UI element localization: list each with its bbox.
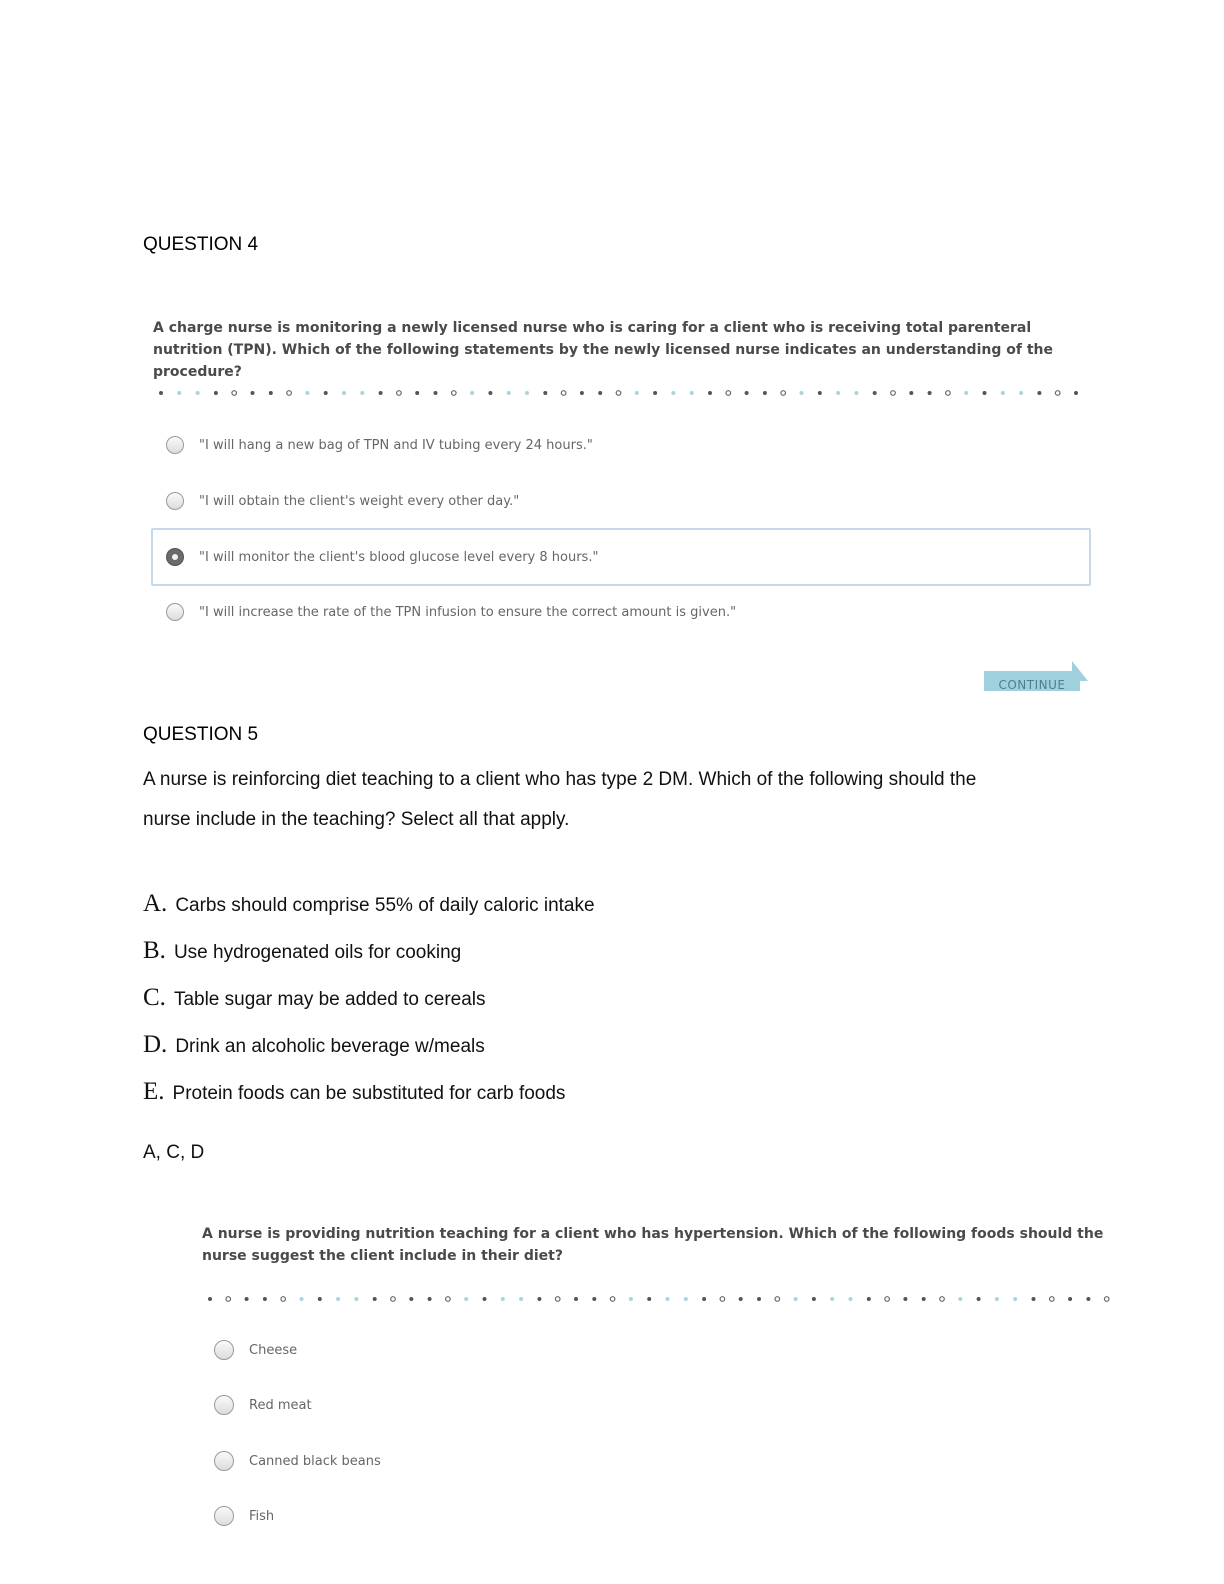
divider-dot <box>452 391 457 396</box>
divider-dot <box>1037 391 1041 395</box>
divider-dot <box>537 1297 541 1301</box>
divider-dot <box>873 391 877 395</box>
divider-dot <box>1055 391 1060 396</box>
divider-dot <box>519 1297 523 1301</box>
divider-dot <box>995 1297 999 1301</box>
option-1[interactable] <box>166 431 593 459</box>
option-2[interactable] <box>166 487 519 515</box>
choice-e <box>143 1078 565 1125</box>
divider-dot <box>525 391 529 395</box>
divider-dot <box>561 391 566 396</box>
divider-dot <box>666 1297 670 1301</box>
divider-dot <box>781 391 786 396</box>
radio-button[interactable] <box>214 1340 234 1360</box>
option-4[interactable] <box>166 598 736 626</box>
divider-dot <box>373 1297 377 1301</box>
divider-dot <box>800 391 804 395</box>
divider-dot <box>739 1297 743 1301</box>
question-4-heading: QUESTION 4 <box>143 234 259 255</box>
question-5-answer: A, C, D <box>143 1142 205 1163</box>
divider-dot <box>177 391 181 395</box>
divider-dot <box>196 391 200 395</box>
divider-dot <box>720 1297 725 1302</box>
divider-dot <box>726 391 731 396</box>
divider-dot <box>1104 1297 1109 1302</box>
choice-d <box>143 1031 485 1078</box>
option-cheese[interactable] <box>214 1336 297 1364</box>
divider-dot <box>391 1297 396 1302</box>
divider-dot <box>1001 391 1005 395</box>
divider-dot <box>208 1297 212 1301</box>
divider-dot <box>287 391 292 396</box>
divider-dot <box>977 1297 981 1301</box>
divider-dot <box>305 391 309 395</box>
divider-dot <box>354 1297 358 1301</box>
question-5-stem-line-1: A nurse is reinforcing diet teaching to a client who has type 2 DM. Which of the following should the <box>143 769 977 790</box>
divider-dot <box>507 391 511 395</box>
choice-a <box>143 890 595 937</box>
divider-dot <box>690 391 694 395</box>
divider-dot <box>616 391 621 396</box>
option-3[interactable] <box>166 543 598 571</box>
divider-dot <box>598 391 602 395</box>
divider-dot <box>336 1297 340 1301</box>
divider-dot <box>263 1297 267 1301</box>
divider-dot <box>324 391 328 395</box>
divider-dot <box>647 1297 651 1301</box>
divider-dot <box>281 1297 286 1302</box>
option-label: "I will increase the rate of the TPN infusion to ensure the correct amount is given." <box>199 604 737 620</box>
divider-dot <box>446 1297 451 1302</box>
divider-dot <box>1019 391 1023 395</box>
choice-text: Drink an alcoholic beverage w/meals <box>175 1036 485 1057</box>
divider-dot <box>830 1297 834 1301</box>
radio-button[interactable] <box>214 1506 234 1526</box>
option-label: Red meat <box>249 1397 312 1413</box>
divider-dot <box>653 391 657 395</box>
choice-letter: A. <box>143 890 168 917</box>
choice-text: Protein foods can be substituted for carb foods <box>172 1083 566 1104</box>
divider-dot <box>745 391 749 395</box>
divider-dot <box>610 1297 615 1302</box>
divider-dot <box>574 1297 578 1301</box>
divider-dot <box>1074 391 1078 395</box>
divider-dot <box>543 391 547 395</box>
divider-dot <box>812 1297 816 1301</box>
divider-dot <box>483 1297 487 1301</box>
divider-dot <box>836 391 840 395</box>
divider-dot <box>1013 1297 1017 1301</box>
divider-dot <box>409 1297 413 1301</box>
divider-dot <box>1086 1297 1090 1301</box>
radio-button[interactable] <box>166 492 184 510</box>
divider-dot <box>964 391 968 395</box>
divider-dot <box>849 1297 853 1301</box>
divider-dot <box>885 1297 890 1302</box>
divider-dot <box>708 391 712 395</box>
divider-dot <box>763 391 767 395</box>
divider-dot <box>867 1297 871 1301</box>
option-label: Cheese <box>249 1342 298 1358</box>
divider-dot <box>318 1297 322 1301</box>
divider-dot <box>671 391 675 395</box>
divider-dot <box>360 391 364 395</box>
divider-dot <box>434 391 438 395</box>
divider-dot <box>702 1297 706 1301</box>
divider-dot <box>464 1297 468 1301</box>
question-5-stem-line-2: nurse include in the teaching? Select all that apply. <box>143 809 570 830</box>
divider-dot <box>300 1297 304 1301</box>
continue-label: CONTINUE <box>984 671 1080 691</box>
divider-dot <box>891 391 896 396</box>
divider-dot <box>922 1297 926 1301</box>
continue-button[interactable] <box>984 661 1088 691</box>
choice-text: Use hydrogenated oils for cooking <box>173 942 462 963</box>
divider-dot <box>818 391 822 395</box>
divider-dot <box>251 391 255 395</box>
divider-dot <box>415 391 419 395</box>
divider-dot <box>1032 1297 1036 1301</box>
divider-dot <box>775 1297 780 1302</box>
divider-dot <box>757 1297 761 1301</box>
divider-dot <box>635 391 639 395</box>
divider-dot <box>854 391 858 395</box>
radio-button[interactable] <box>214 1451 234 1471</box>
choice-letter: D. <box>143 1031 168 1058</box>
choice-letter: B. <box>143 937 166 964</box>
divider-dot <box>1068 1297 1072 1301</box>
divider-dot <box>1050 1297 1055 1302</box>
radio-button[interactable] <box>166 436 184 454</box>
divider-dot <box>946 391 951 396</box>
question-4-stem: A charge nurse is monitoring a newly licensed nurse who is caring for a client who is receiving total parenteral nutrition (TPN). Which of the following statements by the newly licensed nurse indicates an understanding of the procedure? <box>153 320 1053 380</box>
option-label: "I will obtain the client's weight every other day." <box>199 493 520 509</box>
choice-letter: C. <box>143 984 166 1011</box>
divider-dot <box>226 1297 231 1302</box>
divider-dot <box>342 391 346 395</box>
divider-dot <box>983 391 987 395</box>
divider-dot <box>555 1297 560 1302</box>
divider-dot <box>488 391 492 395</box>
question-5-heading: QUESTION 5 <box>143 724 259 745</box>
radio-button-selected[interactable] <box>166 548 184 566</box>
option-red-meat[interactable] <box>214 1391 312 1419</box>
divider-dot <box>428 1297 432 1301</box>
divider-dot <box>470 391 474 395</box>
choice-letter: E. <box>143 1078 165 1105</box>
dot-divider <box>207 1296 1123 1302</box>
divider-dot <box>794 1297 798 1301</box>
divider-dot <box>909 391 913 395</box>
divider-dot <box>214 391 218 395</box>
radio-button[interactable] <box>214 1395 234 1415</box>
divider-dot <box>159 391 163 395</box>
divider-dot <box>592 1297 596 1301</box>
divider-dot <box>501 1297 505 1301</box>
choice-text: Table sugar may be added to cereals <box>173 989 486 1010</box>
dot-divider <box>158 390 1082 396</box>
choice-b <box>143 937 461 984</box>
choice-text: Carbs should comprise 55% of daily caloric intake <box>175 895 595 916</box>
divider-dot <box>379 391 383 395</box>
option-label: "I will hang a new bag of TPN and IV tubing every 24 hours." <box>199 437 593 453</box>
choice-c <box>143 984 486 1031</box>
divider-dot <box>629 1297 633 1301</box>
question-6-stem: A nurse is providing nutrition teaching for a client who has hypertension. Which of the following foods should the nurse suggest the client include in their diet? <box>202 1226 1104 1264</box>
divider-dot <box>580 391 584 395</box>
divider-dot <box>928 391 932 395</box>
divider-dot <box>269 391 273 395</box>
divider-dot <box>940 1297 945 1302</box>
option-label: Canned black beans <box>249 1453 381 1469</box>
divider-dot <box>903 1297 907 1301</box>
divider-dot <box>397 391 402 396</box>
divider-dot <box>245 1297 249 1301</box>
option-label: Fish <box>249 1508 275 1524</box>
divider-dot <box>958 1297 962 1301</box>
option-canned-black-beans[interactable] <box>214 1447 381 1475</box>
divider-dot <box>232 391 237 396</box>
radio-button[interactable] <box>166 603 184 621</box>
option-fish[interactable] <box>214 1502 274 1530</box>
divider-dot <box>684 1297 688 1301</box>
option-label: "I will monitor the client's blood glucose level every 8 hours." <box>199 549 599 565</box>
